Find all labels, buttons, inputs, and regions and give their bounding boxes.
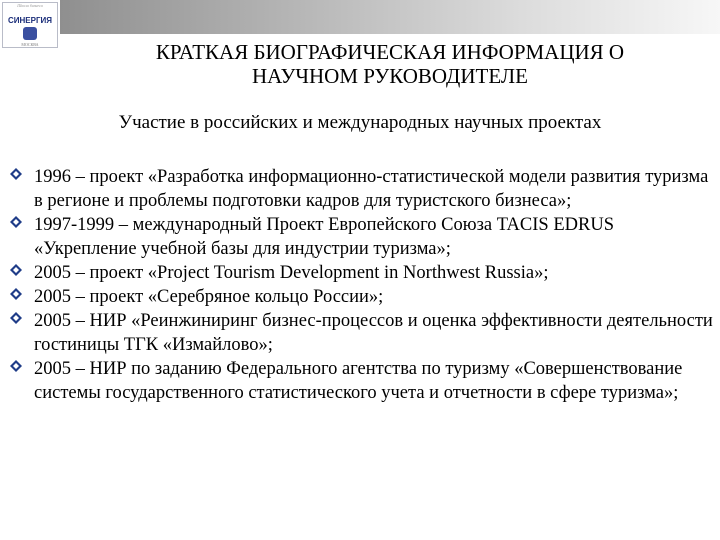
list-item	[34, 285, 714, 309]
list-item-text: 2005 – проект «Серебряное кольцо России»;	[34, 287, 384, 307]
diamond-bullet-icon	[10, 264, 22, 276]
list-item	[34, 261, 714, 285]
logo-motto: Школа бизнеса	[17, 3, 43, 8]
slide-title-line-1: КРАТКАЯ БИОГРАФИЧЕСКАЯ ИНФОРМАЦИЯ О	[155, 40, 625, 64]
list-item	[34, 357, 714, 405]
list-item-text: 1997-1999 – международный Проект Европейского Союза TACIS EDRUS «Укрепление учебной базы для индустрии туризма»;	[34, 215, 614, 259]
project-list	[34, 165, 714, 405]
list-item	[34, 165, 714, 213]
logo-emblem-icon	[23, 27, 37, 40]
slide-title	[60, 40, 720, 88]
diamond-bullet-icon	[10, 360, 22, 372]
slide-title-line-2: НАУЧНОМ РУКОВОДИТЕЛЕ	[252, 64, 528, 88]
logo-brand: СИНЕРГИЯ	[7, 16, 52, 25]
list-item	[34, 309, 714, 357]
list-item-text: 2005 – НИР по заданию Федерального агентства по туризму «Совершенствование системы государственного статистического учета и отчетности в сфере туризма»;	[34, 359, 683, 403]
list-item	[34, 213, 714, 261]
diamond-bullet-icon	[10, 216, 22, 228]
list-item-text: 2005 – НИР «Реинжиниринг бизнес-процессов и оценка эффективности деятельности гостиницы ТГК «Измайлово»;	[34, 311, 713, 355]
university-logo	[2, 2, 58, 48]
diamond-bullet-icon	[10, 288, 22, 300]
diamond-bullet-icon	[10, 312, 22, 324]
header-gradient-bar	[60, 0, 720, 34]
diamond-bullet-icon	[10, 168, 22, 180]
logo-subtitle: МОСКВА	[21, 42, 39, 47]
list-item-text: 2005 – проект «Project Tourism Development in Northwest Russia»;	[34, 263, 549, 283]
slide-subtitle: Участие в российских и международных научных проектах	[118, 112, 602, 133]
list-item-text: 1996 – проект «Разработка информационно-статистической модели развития туризма в регионе и проблемы подготовки кадров для туристского бизнеса»;	[34, 167, 709, 211]
